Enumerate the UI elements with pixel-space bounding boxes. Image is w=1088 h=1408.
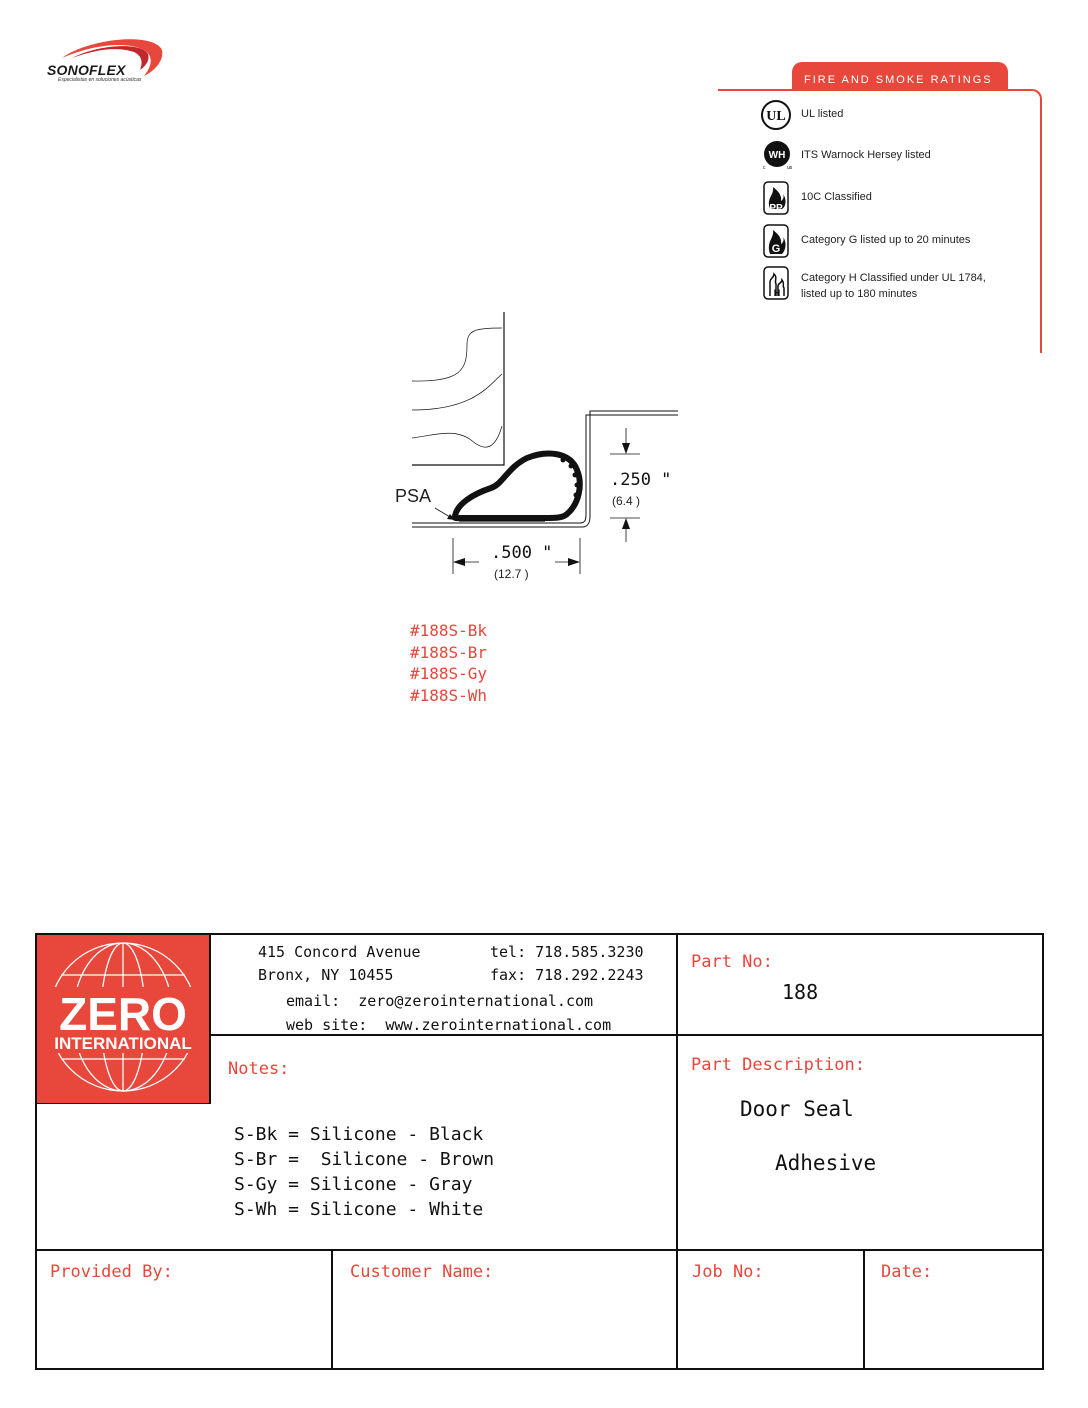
rating-text-line2: listed up to 180 minutes	[801, 288, 918, 300]
part-code: #188S-Wh	[410, 685, 488, 705]
divider	[863, 1249, 865, 1369]
note-line: S-Gy = Silicone - Gray	[234, 1174, 473, 1195]
wood-grain	[412, 328, 502, 381]
svg-text:PP: PP	[769, 203, 783, 214]
wh-icon	[760, 139, 794, 173]
dim-arrow-right	[568, 558, 580, 566]
ratings-title: FIRE AND SMOKE RATINGS	[804, 74, 993, 86]
part-no-label: Part No:	[691, 952, 773, 972]
wood-grain	[412, 374, 502, 410]
part-description-label: Part Description:	[691, 1055, 865, 1075]
job-no-label: Job No:	[692, 1262, 764, 1282]
logo-word: ZERO	[59, 988, 187, 1040]
width-dimension-mm: (12.7 )	[494, 567, 529, 581]
svg-text:G: G	[771, 243, 781, 255]
brand-name: SONOFLEX	[47, 62, 126, 78]
divider	[209, 1034, 1043, 1036]
part-no-value: 188	[782, 980, 819, 1004]
seal-bulb	[455, 454, 580, 519]
tel: tel: 718.585.3230	[490, 943, 644, 961]
customer-name-label: Customer Name:	[350, 1262, 494, 1282]
part-code: #188S-Gy	[410, 664, 488, 683]
date-label: Date:	[881, 1262, 933, 1282]
rating-10c	[760, 181, 1050, 217]
rating-ul	[760, 98, 1050, 134]
wood-grain	[412, 426, 502, 447]
dim-arrow-down	[622, 443, 630, 454]
h-smoke-icon	[760, 266, 794, 300]
ul-icon	[760, 98, 794, 132]
address-line2: Bronx, NY 10455	[258, 966, 394, 984]
width-dimension: .500 "	[491, 543, 553, 563]
part-description-line1: Door Seal	[740, 1097, 854, 1121]
seal-rib	[561, 458, 566, 463]
rating-h	[760, 266, 1050, 302]
divider	[676, 935, 678, 1369]
dim-arrow-left	[453, 558, 465, 566]
part-code: #188S-Br	[410, 642, 488, 662]
rating-wh	[760, 139, 1050, 175]
door-edge	[412, 312, 504, 465]
rating-text: ITS Warnock Hersey listed	[801, 149, 931, 161]
rating-text-line1: Category H Classified under UL 1784,	[801, 272, 986, 284]
part-code-list	[410, 620, 487, 706]
svg-text:c: c	[763, 165, 766, 171]
provided-by-label: Provided By:	[50, 1262, 173, 1282]
seal-rib	[573, 473, 578, 478]
email: email: zero@zerointernational.com	[286, 992, 594, 1010]
rating-text: UL listed	[801, 108, 844, 120]
globe-icon	[37, 935, 209, 1103]
logo-sub: INTERNATIONAL	[54, 1034, 192, 1053]
website: web site: www.zerointernational.com	[286, 1016, 612, 1034]
svg-text:H: H	[773, 288, 781, 298]
height-dimension-mm: (6.4 )	[612, 494, 641, 508]
height-dimension: .250 "	[610, 470, 672, 490]
zero-international-logo	[37, 935, 209, 1103]
seal-rib	[569, 464, 574, 469]
part-description-line2: Adhesive	[775, 1151, 877, 1175]
rating-text: 10C Classified	[801, 191, 872, 203]
divider	[209, 935, 211, 1103]
rating-g	[760, 224, 1050, 260]
frame-line	[412, 411, 678, 527]
dim-arrow-up	[622, 518, 630, 529]
rating-text	[801, 270, 986, 302]
seal-rib	[575, 483, 580, 488]
psa-label: PSA	[395, 486, 432, 506]
g-flame-icon	[760, 224, 794, 258]
rating-text: Category G listed up to 20 minutes	[801, 234, 971, 246]
divider	[37, 1249, 1043, 1251]
note-line: S-Bk = Silicone - Black	[234, 1124, 484, 1145]
note-line: S-Br = Silicone - Brown	[234, 1149, 495, 1170]
divider	[331, 1249, 333, 1369]
fax: fax: 718.292.2243	[490, 966, 644, 984]
svg-text:us: us	[787, 165, 793, 171]
address-line1: 415 Concord Avenue	[258, 943, 421, 961]
svg-text:UL: UL	[766, 109, 786, 124]
pp-flame-icon	[760, 181, 794, 215]
part-code: #188S-Bk	[410, 621, 488, 640]
note-line: S-Wh = Silicone - White	[234, 1199, 484, 1220]
svg-text:WH: WH	[768, 150, 786, 161]
seal-rib	[574, 493, 579, 498]
notes-label: Notes:	[228, 1059, 290, 1079]
brand-tagline: Especialistas en soluciones acústicas	[58, 77, 142, 83]
